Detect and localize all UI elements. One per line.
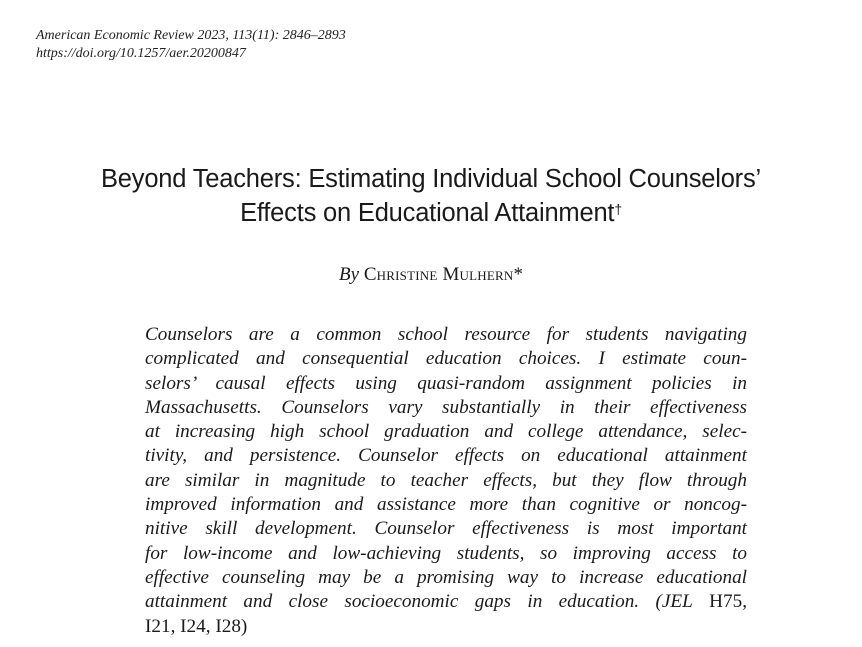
journal-citation: American Economic Review 2023, 113(11): 2846–2893 — [36, 28, 346, 43]
abstract-line: at increasing high school graduation and college attendance, selec- — [145, 421, 747, 443]
abstract-line: improved information and assistance more than cognitive or noncog- — [145, 494, 747, 516]
abstract-line: nitive skill development. Counselor effectiveness is most important — [145, 518, 747, 540]
abstract-line: tivity, and persistence. Counselor effects on educational attainment — [145, 445, 747, 467]
abstract-line: Massachusetts. Counselors vary substantially in their effectiveness — [145, 396, 747, 418]
jel-codes: H75, — [692, 591, 748, 613]
byline — [0, 263, 862, 287]
author-footnote-mark[interactable]: * — [513, 264, 523, 285]
journal-header — [36, 27, 346, 63]
article-title — [0, 162, 862, 230]
abstract-line: for low-income and low-achieving students, so improving access to — [145, 542, 747, 564]
jel-codes-continued: I21, I24, I28) — [145, 615, 248, 637]
abstract-line: selors’ causal effects using quasi-random assignment policies in — [145, 372, 747, 394]
title-line-1: Beyond Teachers: Estimating Individual School Counselors’ — [100, 165, 761, 193]
abstract — [145, 323, 747, 639]
byline-by: By — [339, 264, 360, 285]
abstract-line: are similar in magnitude to teacher effects, but they flow through — [145, 469, 747, 491]
author-name: Christine Mulhern — [363, 264, 514, 285]
abstract-line: complicated and consequential education choices. I estimate coun- — [145, 348, 747, 370]
title-line-2-text: Effects on Educational Attainment — [240, 199, 615, 227]
abstract-line: Counselors are a common school resource for students navigating — [145, 324, 747, 345]
title-footnote-mark[interactable]: † — [614, 201, 622, 217]
title-line-2 — [0, 196, 862, 230]
doi-link[interactable]: https://doi.org/10.1257/aer.20200847 — [36, 46, 246, 61]
abstract-line: effective counseling may be a promising way to increase educational — [145, 566, 747, 588]
jel-label: JEL — [661, 591, 693, 613]
abstract-line-jel — [145, 590, 747, 614]
abstract-line-text: attainment and close socioeconomic gaps in education. ( — [145, 591, 662, 613]
